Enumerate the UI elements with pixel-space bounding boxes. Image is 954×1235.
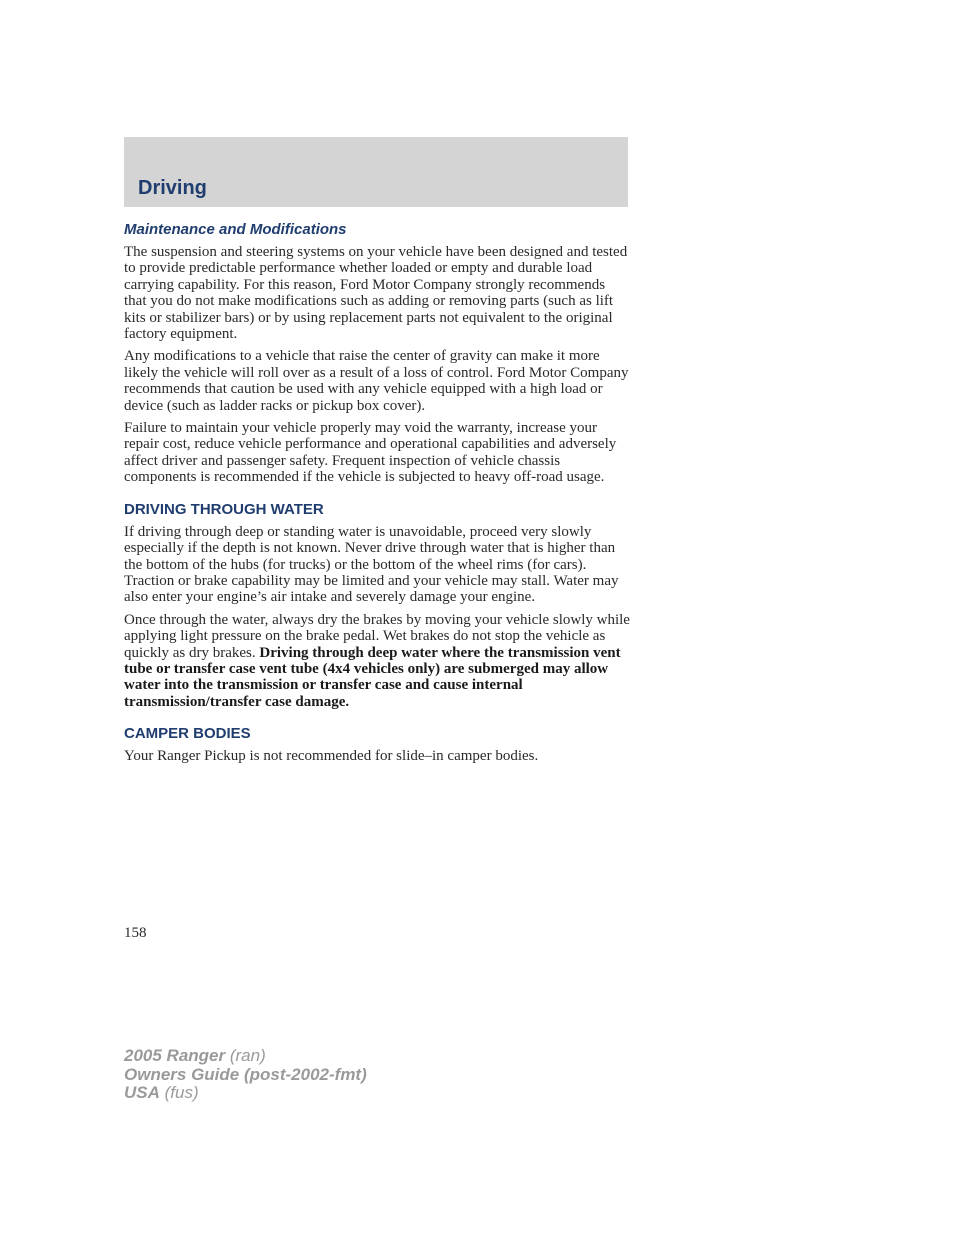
- footer-market: USA: [124, 1083, 160, 1102]
- main-content: [124, 220, 630, 771]
- maintenance-paragraph-2: Any modifications to a vehicle that raise the center of gravity can make it more likely the vehicle will roll over as a result of a loss of control. Ford Motor Company recommends that caution be used with any vehicle equipped with a high load or device (such as ladder racks or pickup box cover).: [124, 348, 629, 414]
- camper-paragraph-1: Your Ranger Pickup is not recommended for slide–in camper bodies.: [124, 748, 539, 765]
- document-footer: [124, 1047, 367, 1103]
- maintenance-heading: Maintenance and Modifications: [124, 221, 347, 238]
- footer-model: 2005 Ranger: [124, 1046, 226, 1065]
- maintenance-paragraph-3: Failure to maintain your vehicle properly may void the warranty, increase your repair cost, reduce vehicle performance and operational capabilities and adversely affect driver and passenger safety. Frequent inspection of vehicle chassis components is recommended if the vehicle is subjected to heavy off-road usage.: [124, 420, 617, 486]
- maintenance-paragraph-1: The suspension and steering systems on your vehicle have been designed and tested to provide predictable performance whether loaded or empty and durable load carrying capability. For this reason, Ford Motor Company strongly recommends that you do not make modifications such as adding or removing parts (such as lift kits or stabilizer bars) or by using replacement parts not equivalent to the original factory equipment.: [124, 244, 628, 343]
- water-paragraph-1: If driving through deep or standing water is unavoidable, proceed very slowly especially if the depth is not known. Never drive through water that is higher than the bottom of the hubs (for trucks) or the bottom of the wheel rims (for cars). Traction or brake capability may be limited and your vehicle may stall. Water may also enter your engine’s air intake and severely damage your engine.: [124, 523, 619, 606]
- footer-line-1: [124, 1047, 367, 1066]
- page-number: 158: [124, 925, 147, 941]
- section-header-band: [124, 137, 628, 207]
- footer-line-2: Owners Guide (post-2002-fmt): [124, 1064, 367, 1084]
- section-title: Driving: [138, 177, 207, 199]
- footer-market-code: (fus): [159, 1083, 199, 1102]
- water-heading: DRIVING THROUGH WATER: [124, 500, 324, 518]
- water-paragraph-2: [124, 612, 630, 710]
- footer-line-3: [124, 1084, 367, 1103]
- water-warning-text: Driving through deep water where the transmission vent tube or transfer case vent tube (4x4 vehicles only) are submerged may allow water into the transmission or transfer case and cause internal transmission/transfer case damage.: [124, 644, 621, 710]
- water-paragraph-2-text: Once through the water, always dry the brakes by moving your vehicle slowly while applying light pressure on the brake pedal. Wet brakes do not stop the vehicle as quickly as dry brakes.: [124, 611, 630, 661]
- footer-model-code: (ran): [225, 1046, 266, 1065]
- camper-heading: CAMPER BODIES: [124, 725, 251, 743]
